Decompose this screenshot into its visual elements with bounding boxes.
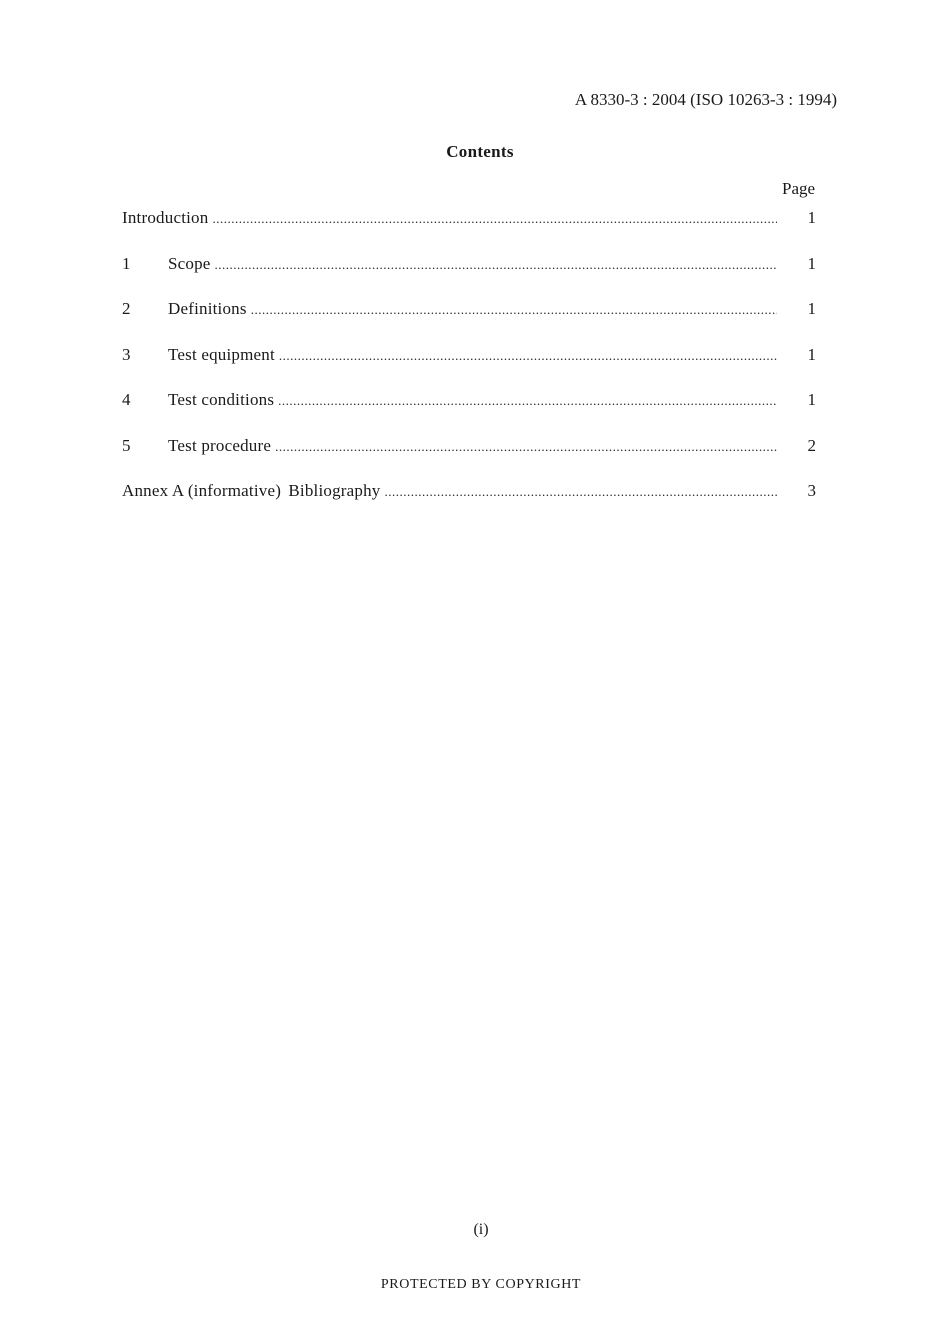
document-id: A 8330-3 : 2004 (ISO 10263-3 : 1994) bbox=[574, 90, 837, 109]
toc-leader-dots bbox=[212, 208, 777, 230]
toc-entry-page: 2 bbox=[807, 436, 816, 455]
toc-leader-dots bbox=[275, 436, 777, 458]
toc-entry-test-equipment[interactable] bbox=[122, 344, 816, 366]
toc-entry-page: 3 bbox=[807, 481, 816, 500]
toc-entry-title: Test equipment bbox=[168, 345, 275, 364]
toc-annex-label: Annex A (informative) bbox=[122, 481, 282, 500]
toc-entry-number: 1 bbox=[122, 254, 131, 273]
toc-entry-page: 1 bbox=[807, 345, 816, 364]
toc-leader-dots bbox=[251, 299, 777, 321]
page-folio: (i) bbox=[473, 1221, 489, 1238]
toc-entry-test-procedure[interactable] bbox=[122, 435, 816, 457]
toc-entry-number: 5 bbox=[122, 436, 131, 455]
toc-entry-title: Introduction bbox=[122, 208, 209, 227]
toc-entry-number: 4 bbox=[122, 390, 131, 409]
toc-entry-test-conditions[interactable] bbox=[122, 389, 816, 411]
toc-entry-title: Bibliography bbox=[288, 481, 381, 500]
toc-entry-page: 1 bbox=[807, 299, 816, 318]
toc-entry-number: 3 bbox=[122, 345, 131, 364]
toc-entry-number: 2 bbox=[122, 299, 131, 318]
toc-entry-definitions[interactable] bbox=[122, 298, 816, 320]
toc-leader-dots bbox=[215, 254, 777, 276]
toc-entry-page: 1 bbox=[807, 254, 816, 273]
toc-entry-scope[interactable] bbox=[122, 253, 816, 275]
toc-entry-title: Test procedure bbox=[168, 436, 272, 455]
contents-title: Contents bbox=[446, 142, 514, 161]
toc-entry-title: Scope bbox=[168, 254, 211, 273]
toc-entry-title: Definitions bbox=[168, 299, 247, 318]
toc-leader-dots bbox=[278, 390, 777, 412]
toc-entry-introduction[interactable] bbox=[122, 207, 816, 229]
page-column-label: Page bbox=[782, 179, 816, 198]
toc-entry-page: 1 bbox=[807, 390, 816, 409]
toc-entry-page: 1 bbox=[807, 208, 816, 227]
toc-entry-title: Test conditions bbox=[168, 390, 275, 409]
toc-leader-dots bbox=[385, 481, 777, 503]
toc-entry-annex-a[interactable] bbox=[122, 480, 816, 502]
copyright-notice: PROTECTED BY COPYRIGHT bbox=[380, 1277, 582, 1292]
toc-leader-dots bbox=[279, 345, 777, 367]
